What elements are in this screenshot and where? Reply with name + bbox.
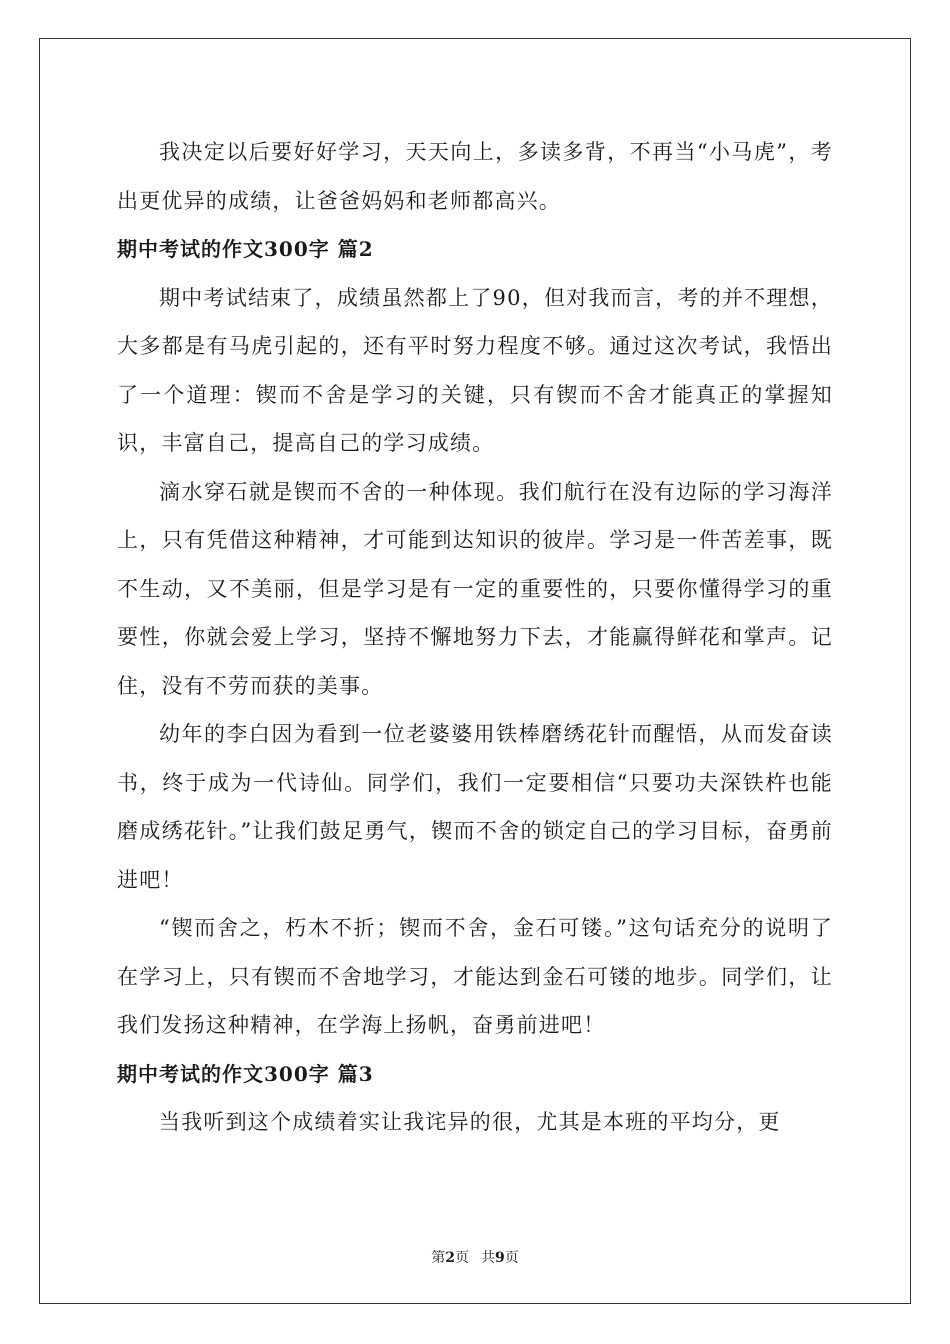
paragraph-part3-opening: 当我听到这个成绩着实让我诧异的很，尤其是本班的平均分，更: [159, 1110, 781, 1134]
paragraph-dripping-water: 滴水穿石就是锲而不舍的一种体现。我们航行在没有边际的学习海洋上，只有凭借这种精神，才可能到达知识的彼岸。学习是一件苦差事，既不生动，又不美丽，但是学习是有一定的重要性的，只要你懂得学习的重要性，你就会爱上学习，坚持不懈地努力下去，才能赢得鲜花和掌声。记住，没有不劳而获的美事。: [117, 479, 833, 698]
page-prefix: 第: [431, 1250, 446, 1266]
page-footer: [0, 1247, 950, 1267]
section-heading-part-2: 期中考试的作文300字 篇2: [117, 237, 374, 261]
paragraph-perseverance-quote: “锲而舍之，朽木不折；锲而不舍，金石可镂。”这句话充分的说明了在学习上，只有锲而不舍地学习，才能达到金石可镂的地步。同学们，让我们发扬这种精神，在学海上扬帆，奋勇前进吧！: [117, 916, 833, 1037]
paragraph-exam-results: 期中考试结束了，成绩虽然都上了90，但对我而言，考的并不理想，大多都是有马虎引起的，还有平时努力程度不够。通过这次考试，我悟出了一个道理：锲而不舍是学习的关键，只有锲而不舍才能真正的掌握知识，丰富自己，提高自己的学习成绩。: [117, 285, 833, 455]
page-unit: 页: [455, 1250, 469, 1266]
total-prefix: 共: [481, 1250, 495, 1266]
total-pages: 9: [495, 1250, 505, 1266]
document-body: [117, 128, 833, 1147]
section-heading-part-3: 期中考试的作文300字 篇3: [117, 1061, 374, 1086]
paragraph-li-bai: 幼年的李白因为看到一位老婆婆用铁棒磨绣花针而醒悟，从而发奋读书，终于成为一代诗仙。同学们，我们一定要相信“只要功夫深铁杵也能磨成绣花针。”让我们鼓足勇气，锲而不舍的锁定自己的学习目标，奋勇前进吧！: [117, 722, 833, 892]
total-unit: 页: [504, 1250, 519, 1266]
page-number: 2: [445, 1250, 455, 1266]
paragraph-closing-resolution: 我决定以后要好好学习，天天向上，多读多背，不再当“小马虎”，考出更优异的成绩，让爸爸妈妈和老师都高兴。: [117, 140, 833, 213]
